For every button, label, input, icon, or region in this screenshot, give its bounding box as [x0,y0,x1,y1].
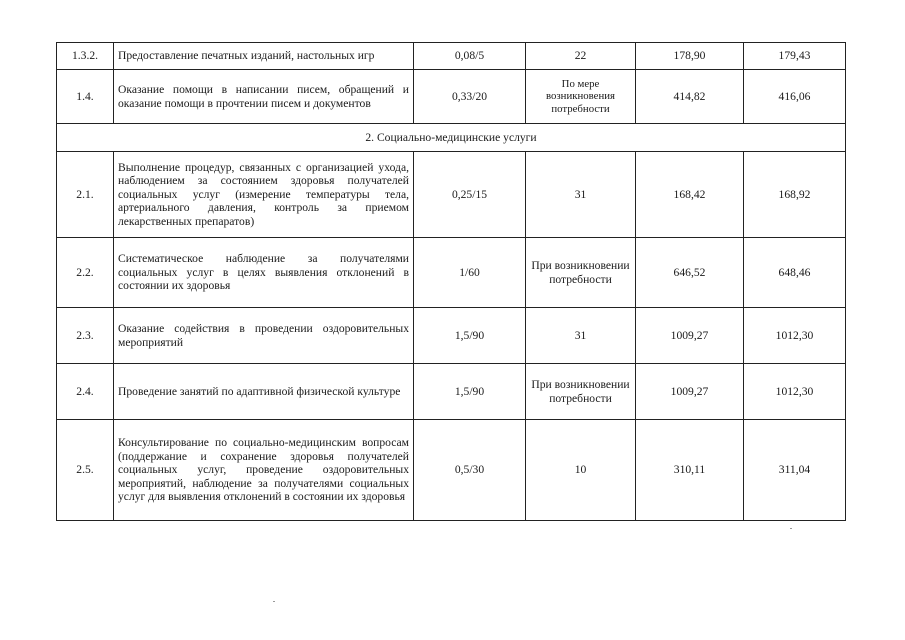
frequency: 31 [526,152,636,238]
table-row [57,70,846,124]
row-number: 1.3.2. [57,43,114,70]
time-norm: 0,08/5 [414,43,526,70]
price-2: 416,06 [744,70,846,124]
price-2: 648,46 [744,238,846,308]
price-2: 311,04 [744,420,846,521]
service-description: Консультирование по социально-медицинским вопросам (поддержание и сохранение здоровья получателей социальных услуг, проведение оздоровительных мероприятий, наблюдение за получателями социальных услуг для выявления отклонений в состоянии их здоровья [114,420,414,521]
price-2: 168,92 [744,152,846,238]
table-row [57,152,846,238]
frequency: При возникновении потребности [526,238,636,308]
frequency: 31 [526,308,636,364]
row-number: 2.2. [57,238,114,308]
row-number: 2.4. [57,364,114,420]
price-2: 179,43 [744,43,846,70]
row-number: 2.1. [57,152,114,238]
row-number: 2.5. [57,420,114,521]
time-norm: 0,5/30 [414,420,526,521]
service-description: Предоставление печатных изданий, настольных игр [114,43,414,70]
table-row [57,420,846,521]
price-1: 168,42 [636,152,744,238]
frequency: По мере возникновения потребности [526,70,636,124]
service-description: Оказание содействия в проведении оздоровительных мероприятий [114,308,414,364]
table-row [57,364,846,420]
price-2: 1012,30 [744,308,846,364]
section-row [57,124,846,152]
frequency: 22 [526,43,636,70]
service-description: Проведение занятий по адаптивной физической культуре [114,364,414,420]
scan-speck [273,601,275,602]
time-norm: 1,5/90 [414,308,526,364]
price-1: 414,82 [636,70,744,124]
price-1: 1009,27 [636,364,744,420]
price-2: 1012,30 [744,364,846,420]
price-1: 1009,27 [636,308,744,364]
time-norm: 0,25/15 [414,152,526,238]
table-row [57,238,846,308]
scan-speck [790,528,792,529]
table-row [57,43,846,70]
price-1: 178,90 [636,43,744,70]
section-heading: 2. Социально-медицинские услуги [57,124,846,152]
time-norm: 1,5/90 [414,364,526,420]
frequency: При возникновении потребности [526,364,636,420]
price-1: 646,52 [636,238,744,308]
time-norm: 0,33/20 [414,70,526,124]
service-description: Оказание помощи в написании писем, обращений и оказание помощи в прочтении писем и документов [114,70,414,124]
services-table [56,42,846,521]
time-norm: 1/60 [414,238,526,308]
service-description: Систематическое наблюдение за получателями социальных услуг в целях выявления отклонений в состоянии их здоровья [114,238,414,308]
price-1: 310,11 [636,420,744,521]
frequency: 10 [526,420,636,521]
service-description: Выполнение процедур, связанных с организацией ухода, наблюдением за состоянием здоровья получателей социальных услуг (измерение температуры тела, артериального давления, контроль за приемом лекарственных препаратов) [114,152,414,238]
row-number: 1.4. [57,70,114,124]
row-number: 2.3. [57,308,114,364]
table-row [57,308,846,364]
